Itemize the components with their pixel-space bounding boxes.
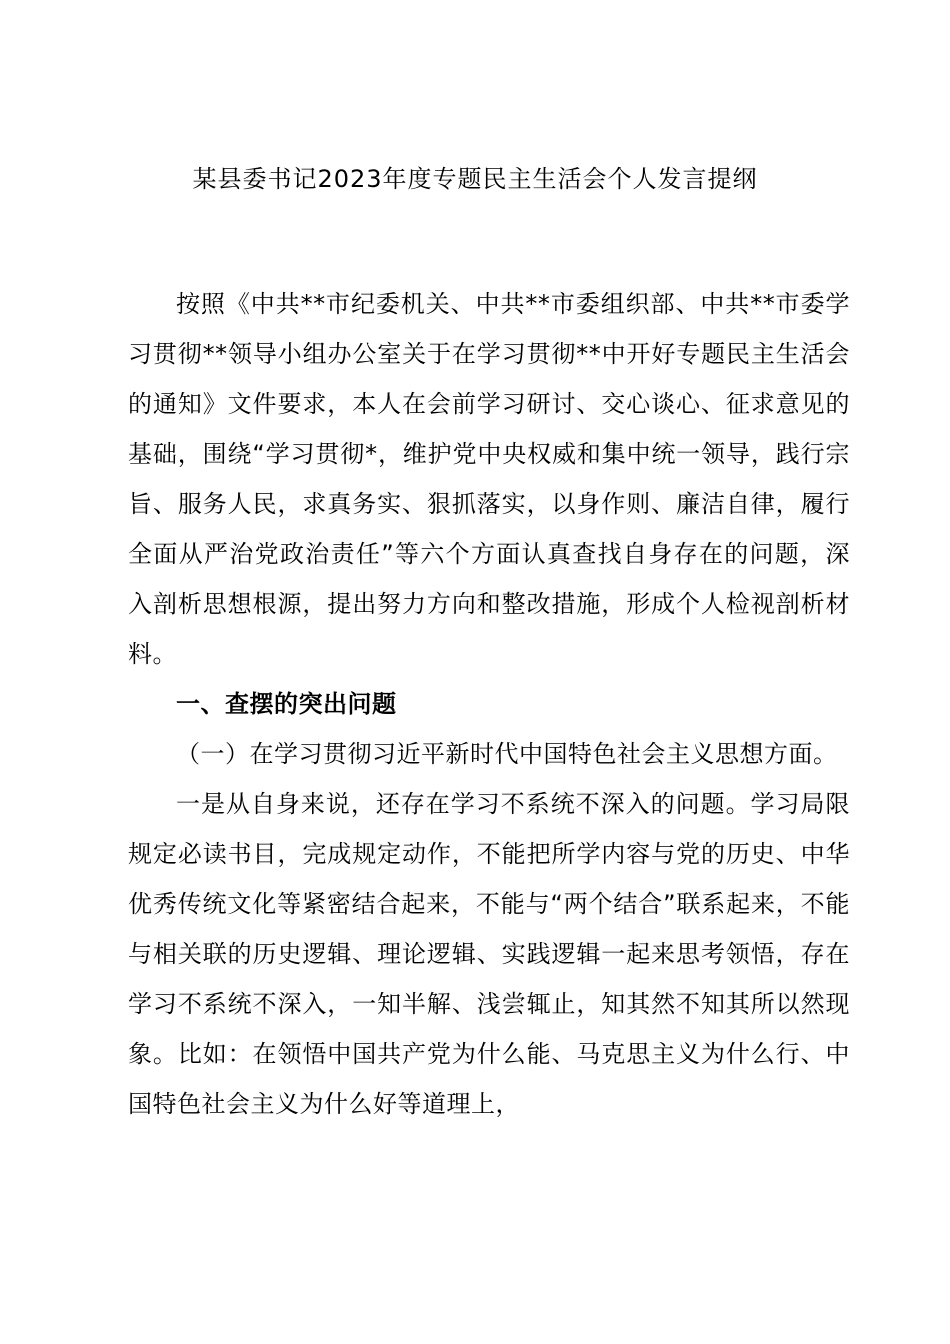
document-title: 某县委书记2023年度专题民主生活会个人发言提纲 <box>192 165 758 193</box>
body-paragraph-1: 一是从自身来说，还存在学习不系统不深入的问题。学习局限规定必读书目，完成规定动作，不能把所学内容与党的历史、中华优秀传统文化等紧密结合起来，不能与“两个结合”联系起来，不能与相关联的历史逻辑、理论逻辑、实践逻辑一起来思考领悟，存在学习不系统不深入，一知半解、浅尝辄止，知其然不知其所以然现象。比如：在领悟中国共产党为什么能、马克思主义为什么行、中国特色社会主义为什么好等道理上， <box>128 790 850 1118</box>
section-heading-1: 一、查摆的突出问题 <box>176 690 397 718</box>
document-body <box>128 279 850 1129</box>
subsection-heading-1: （一）在学习贯彻习近平新时代中国特色社会主义思想方面。 <box>176 740 838 768</box>
intro-paragraph: 按照《中共**市纪委机关、中共**市委组织部、中共**市委学习贯彻**领导小组办公室关于在学习贯彻**中开好专题民主生活会的通知》文件要求，本人在会前学习研讨、交心谈心、征求意见的基础，围绕“学习贯彻*，维护党中央权威和集中统一领导，践行宗旨、服务人民，求真务实、狠抓落实，以身作则、廉洁自律，履行全面从严治党政治责任”等六个方面认真查找自身存在的问题，深入剖析思想根源，提出努力方向和整改措施，形成个人检视剖析材料。 <box>128 290 850 668</box>
